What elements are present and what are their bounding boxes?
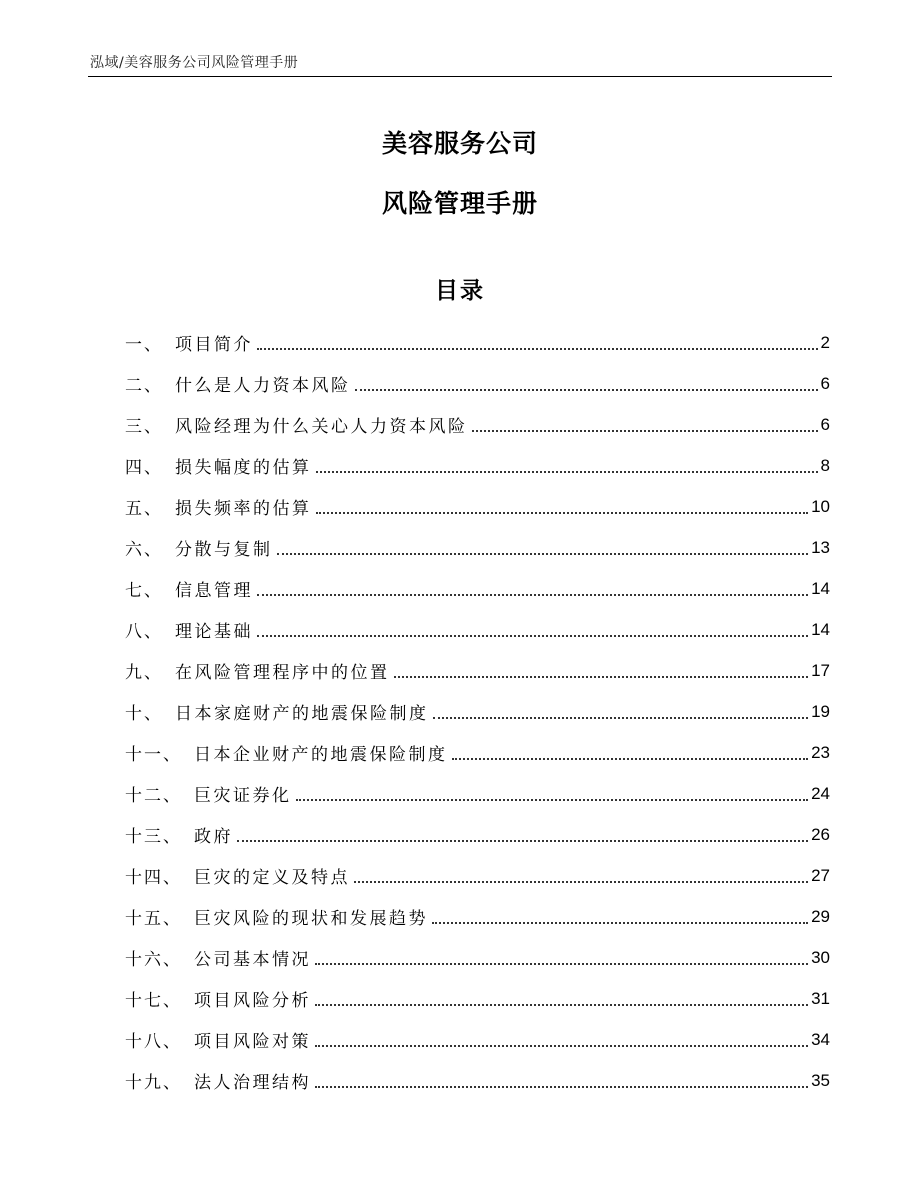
toc-entry-title: 项目风险分析 xyxy=(194,991,311,1011)
toc-entry[interactable] xyxy=(125,1019,830,1060)
toc-entry-title: 损失频率的估算 xyxy=(175,499,312,519)
toc-entry-separator: 、 xyxy=(144,663,163,683)
toc-entry-separator: 、 xyxy=(163,909,182,929)
toc-entry-number: 十 xyxy=(125,704,144,724)
toc-entry[interactable] xyxy=(125,486,830,527)
toc-entry-number: 十九 xyxy=(125,1073,163,1093)
toc-heading: 目录 xyxy=(435,278,485,304)
toc-entry-number: 十三 xyxy=(125,827,163,847)
toc-entry[interactable] xyxy=(125,609,830,650)
toc-entry-title: 什么是人力资本风险 xyxy=(175,376,351,396)
toc-entry-page: 14 xyxy=(811,578,830,598)
toc-entry-page: 31 xyxy=(811,988,830,1008)
toc-dot-leader xyxy=(472,430,818,432)
toc-entry[interactable] xyxy=(125,896,830,937)
toc-dot-leader xyxy=(296,799,809,801)
toc-entry-number: 十五 xyxy=(125,909,163,929)
toc-entry[interactable] xyxy=(125,568,830,609)
toc-entry-separator: 、 xyxy=(163,1032,182,1052)
toc-entry-number: 十四 xyxy=(125,868,163,888)
toc-entry-title: 分散与复制 xyxy=(175,540,273,560)
toc-dot-leader xyxy=(257,594,808,596)
toc-entry-number: 十二 xyxy=(125,786,163,806)
toc-entry-page: 17 xyxy=(811,660,830,680)
toc-entry-title: 损失幅度的估算 xyxy=(175,458,312,478)
toc-entry-page: 13 xyxy=(811,537,830,557)
toc-entry-number: 一 xyxy=(125,335,144,355)
toc-dot-leader xyxy=(355,389,818,391)
toc-entry-title: 理论基础 xyxy=(175,622,253,642)
toc-entry-page: 34 xyxy=(811,1029,830,1049)
toc-dot-leader xyxy=(257,635,808,637)
toc-dot-leader xyxy=(315,963,808,965)
toc-entry-title: 在风险管理程序中的位置 xyxy=(175,663,390,683)
toc-entry-page: 24 xyxy=(811,783,830,803)
toc-entry-number: 十八 xyxy=(125,1032,163,1052)
toc-entry-title: 项目风险对策 xyxy=(194,1032,311,1052)
toc-entry-separator: 、 xyxy=(144,417,163,437)
toc-dot-leader xyxy=(354,881,808,883)
toc-entry-page: 8 xyxy=(820,455,830,475)
toc-entry[interactable] xyxy=(125,363,830,404)
toc-entry-number: 七 xyxy=(125,581,144,601)
running-header: 泓域/美容服务公司风险管理手册 xyxy=(90,55,299,71)
toc-entry-page: 2 xyxy=(820,332,830,352)
toc-dot-leader xyxy=(277,553,809,555)
toc-dot-leader xyxy=(433,717,809,719)
toc-entry-title: 公司基本情况 xyxy=(194,950,311,970)
toc-entry[interactable] xyxy=(125,404,830,445)
toc-entry-number: 六 xyxy=(125,540,144,560)
document-subtitle: 风险管理手册 xyxy=(381,189,538,218)
toc-entry-number: 十七 xyxy=(125,991,163,1011)
toc-entry-number: 九 xyxy=(125,663,144,683)
toc-dot-leader xyxy=(432,922,808,924)
toc-entry[interactable] xyxy=(125,937,830,978)
toc-entry-number: 十一 xyxy=(125,745,163,765)
toc-entry-title: 巨灾风险的现状和发展趋势 xyxy=(194,909,428,929)
toc-entry[interactable] xyxy=(125,691,830,732)
toc-entry-separator: 、 xyxy=(144,458,163,478)
toc-entry-separator: 、 xyxy=(144,622,163,642)
toc-entry[interactable] xyxy=(125,814,830,855)
toc-entry-title: 日本家庭财产的地震保险制度 xyxy=(175,704,429,724)
toc-entry[interactable] xyxy=(125,773,830,814)
toc-entry-separator: 、 xyxy=(163,745,182,765)
toc-entry-number: 五 xyxy=(125,499,144,519)
toc-entry-page: 6 xyxy=(820,373,830,393)
document-title: 美容服务公司 xyxy=(381,129,538,158)
toc-entry-separator: 、 xyxy=(144,540,163,560)
toc-entry-separator: 、 xyxy=(144,704,163,724)
toc-entry-page: 30 xyxy=(811,947,830,967)
toc-entry-title: 项目简介 xyxy=(175,335,253,355)
toc-entry-title: 政府 xyxy=(194,827,233,847)
toc-entry-separator: 、 xyxy=(163,991,182,1011)
toc-entry[interactable] xyxy=(125,650,830,691)
toc-entry-title: 巨灾证券化 xyxy=(194,786,292,806)
toc-entry-separator: 、 xyxy=(163,868,182,888)
toc-entry-page: 27 xyxy=(811,865,830,885)
toc-entry[interactable] xyxy=(125,527,830,568)
toc-dot-leader xyxy=(315,1086,808,1088)
toc-entry-page: 10 xyxy=(811,496,830,516)
toc-entry-separator: 、 xyxy=(163,1073,182,1093)
toc-entry-title: 风险经理为什么关心人力资本风险 xyxy=(175,417,468,437)
toc-entry[interactable] xyxy=(125,732,830,773)
toc-dot-leader xyxy=(452,758,809,760)
toc-entry-title: 法人治理结构 xyxy=(194,1073,311,1093)
toc-entry-page: 26 xyxy=(811,824,830,844)
toc-entry[interactable] xyxy=(125,978,830,1019)
toc-entry-separator: 、 xyxy=(144,335,163,355)
toc-dot-leader xyxy=(394,676,809,678)
toc-entry-number: 三 xyxy=(125,417,144,437)
toc-entry-number: 二 xyxy=(125,376,144,396)
toc-dot-leader xyxy=(316,512,809,514)
toc-dot-leader xyxy=(316,471,818,473)
toc-entry-title: 日本企业财产的地震保险制度 xyxy=(194,745,448,765)
toc-entry[interactable] xyxy=(125,855,830,896)
toc-entry-number: 十六 xyxy=(125,950,163,970)
toc-entry[interactable] xyxy=(125,322,830,363)
toc-entry-title: 信息管理 xyxy=(175,581,253,601)
toc-entry-page: 29 xyxy=(811,906,830,926)
toc-entry-number: 八 xyxy=(125,622,144,642)
toc-dot-leader xyxy=(315,1004,808,1006)
toc-entry-separator: 、 xyxy=(163,786,182,806)
toc-entry-page: 14 xyxy=(811,619,830,639)
toc-dot-leader xyxy=(315,1045,808,1047)
toc-entry-separator: 、 xyxy=(163,950,182,970)
toc-entry-separator: 、 xyxy=(163,827,182,847)
toc-entry-number: 四 xyxy=(125,458,144,478)
toc-entry-page: 35 xyxy=(811,1070,830,1090)
toc-dot-leader xyxy=(257,348,818,350)
toc-entry-page: 6 xyxy=(820,414,830,434)
toc-entry-separator: 、 xyxy=(144,581,163,601)
toc-entry-separator: 、 xyxy=(144,376,163,396)
toc-dot-leader xyxy=(237,840,808,842)
toc-entry-title: 巨灾的定义及特点 xyxy=(194,868,350,888)
toc-entry-page: 19 xyxy=(811,701,830,721)
toc-entry-page: 23 xyxy=(811,742,830,762)
toc-entry-separator: 、 xyxy=(144,499,163,519)
header-divider xyxy=(88,76,832,77)
toc-entry[interactable] xyxy=(125,1060,830,1101)
table-of-contents xyxy=(125,322,830,1101)
toc-entry[interactable] xyxy=(125,445,830,486)
